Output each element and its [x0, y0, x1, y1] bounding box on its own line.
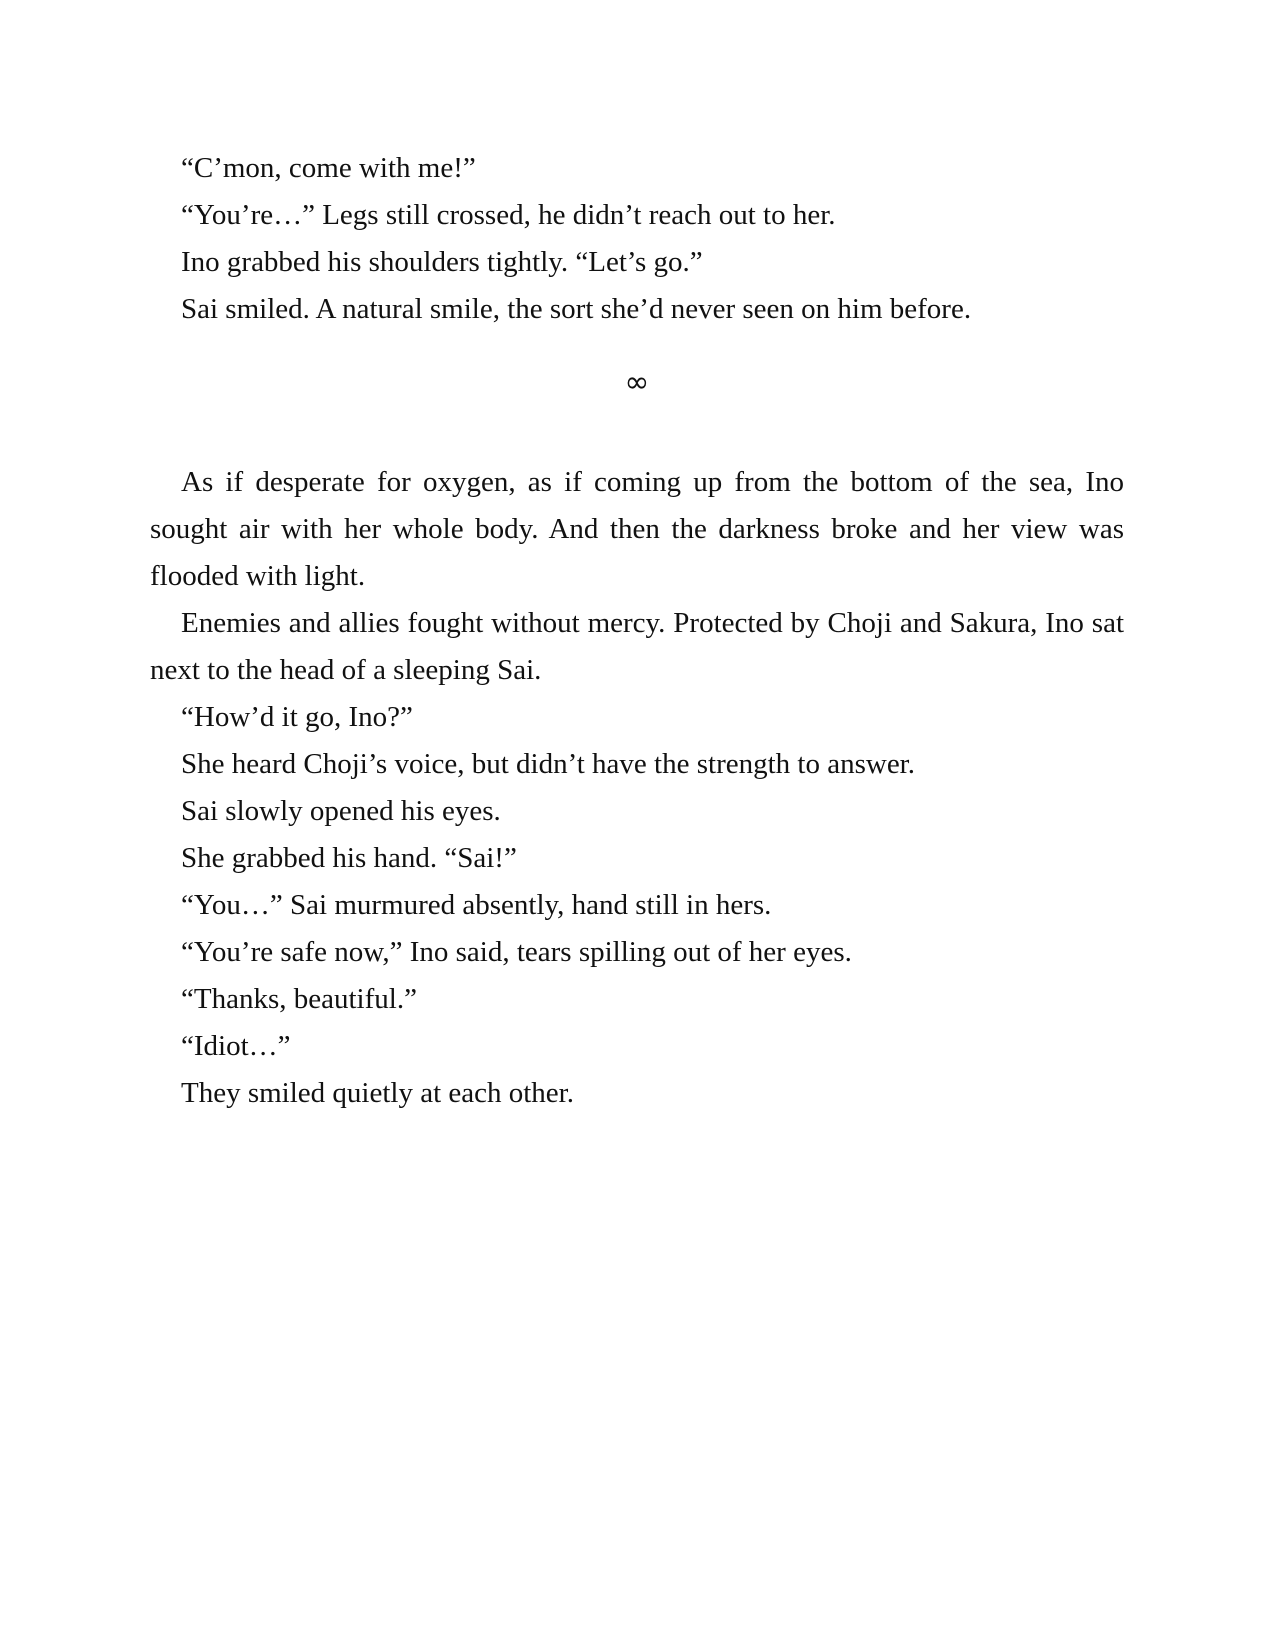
section-two	[150, 459, 1124, 1117]
paragraph: “You’re safe now,” Ino said, tears spilling out of her eyes.	[181, 936, 852, 968]
paragraph: “You’re…” Legs still crossed, he didn’t reach out to her.	[181, 199, 836, 231]
paragraph: She grabbed his hand. “Sai!”	[181, 842, 517, 874]
paragraph: Sai smiled. A natural smile, the sort she’d never seen on him before.	[181, 293, 972, 325]
paragraph: She heard Choji’s voice, but didn’t have the strength to answer.	[181, 748, 915, 780]
paragraph: Enemies and allies fought without mercy. Protected by Choji and Sakura, Ino sat next to the head of a sleeping Sai.	[150, 607, 1124, 686]
paragraph: As if desperate for oxygen, as if coming up from the bottom of the sea, Ino sought air with her whole body. And then the darkness broke and her view was flooded with light.	[150, 466, 1124, 592]
paragraph: Ino grabbed his shoulders tightly. “Let’s go.”	[181, 246, 703, 278]
paragraph: Sai slowly opened his eyes.	[181, 795, 501, 827]
paragraph: “How’d it go, Ino?”	[181, 701, 413, 733]
paragraph: They smiled quietly at each other.	[181, 1077, 574, 1109]
paragraph: “You…” Sai murmured absently, hand still in hers.	[181, 889, 772, 921]
book-page	[150, 145, 1124, 1117]
paragraph: “Idiot…”	[181, 1030, 291, 1062]
paragraph: “C’mon, come with me!”	[181, 152, 476, 184]
paragraph: “Thanks, beautiful.”	[181, 983, 417, 1015]
scene-break-infinity-icon: ∞	[624, 365, 650, 400]
section-one	[150, 145, 1124, 333]
